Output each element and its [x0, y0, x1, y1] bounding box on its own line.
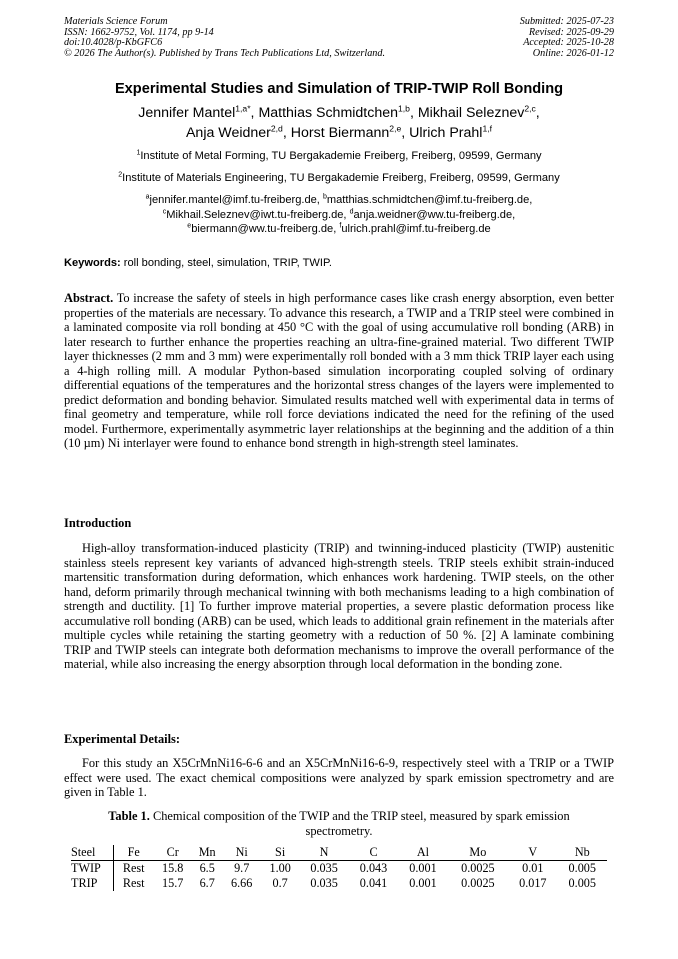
- column-header: Mn: [192, 845, 223, 861]
- email-entry[interactable]: [187, 222, 342, 236]
- table-cell: 0.0025: [461, 861, 495, 875]
- table-cell: TWIP: [71, 861, 114, 877]
- author-sup: 2,e: [389, 123, 402, 134]
- table-cell: 0.017: [519, 876, 547, 890]
- abstract: [64, 291, 614, 451]
- journal-name: Materials Science Forum: [64, 16, 168, 27]
- table-cell: 15.8: [162, 861, 184, 875]
- column-header: V: [508, 845, 557, 861]
- author-separator: ,: [409, 105, 418, 121]
- author: [291, 125, 409, 141]
- email-text: matthias.schmidtchen@imf.tu-freiberg.de,: [326, 194, 533, 206]
- table-cell: 0.7: [272, 876, 288, 890]
- author-sup: 1,f: [482, 123, 493, 134]
- issn-line: ISSN: 1662-9752, Vol. 1174, pp 9-14: [64, 26, 214, 38]
- email-entry[interactable]: [350, 209, 516, 221]
- author-name: Horst Biermann: [290, 125, 390, 141]
- composition-table: [71, 845, 607, 891]
- table-cell: TRIP: [71, 876, 114, 891]
- author-name: Ulrich Prahl: [409, 125, 483, 141]
- keywords: [64, 257, 614, 269]
- table-row: [71, 876, 607, 891]
- author: [409, 125, 492, 141]
- email-sup: d: [349, 207, 354, 215]
- author: [138, 105, 258, 121]
- email-text: jennifer.mantel@imf.tu-freiberg.de,: [149, 194, 323, 206]
- author-name: Mikhail Seleznev: [417, 105, 525, 121]
- table-cell: 0.043: [359, 861, 388, 875]
- paper-title: Experimental Studies and Simulation of TRIP-TWIP Roll Bonding: [114, 81, 564, 97]
- column-header: Mo: [448, 845, 508, 861]
- table-caption-text: Chemical composition of the TWIP and the TRIP steel, measured by spark emission spectrometry.: [149, 809, 570, 838]
- column-header: Nb: [558, 845, 607, 861]
- email-sup: c: [162, 207, 167, 215]
- table-cell: 15.7: [162, 876, 184, 890]
- author-sup: 1,b: [398, 103, 410, 114]
- publication-dates: [520, 17, 614, 59]
- table-caption: [74, 809, 604, 838]
- author-sup: 2,d: [270, 123, 283, 134]
- keywords-text: roll bonding, steel, simulation, TRIP, TWIP.: [120, 257, 333, 269]
- affiliation-sup: 1: [136, 149, 141, 157]
- author-name: Matthias Schmidtchen: [258, 105, 399, 121]
- email-text: anja.weidner@ww.tu-freiberg.de,: [353, 208, 516, 221]
- affiliation-text: Institute of Metal Forming, TU Bergakademie Freiberg, Freiberg, 09599, Germany: [140, 150, 542, 162]
- author-separator: ,: [282, 125, 291, 141]
- author-sup: 2,c: [524, 103, 536, 114]
- column-header: C: [349, 845, 398, 861]
- email-sup: a: [145, 193, 150, 201]
- abstract-text: To increase the safety of steels in high performance cases like crash energy absorption, even better properties of the materials are necessary. To advance this research, a TWIP and a TRIP steel were combined in a laminated composite via roll bonding at 450 °C with the goal of using accumulative roll bonding (ARB) in later research to further enhance the properties reaching an ultra-fine-grained material. Two different TWIP layer thicknesses (2 mm and 3 mm) were experimentally roll bonded with a 3 mm thick TRIP layer each using a 4-high rolling mill. A modular Python-based simulation incorporating coupled solving of ordinary differential equations of the temperatures and the horizontal stress changes of the layers were implemented to predict deformation and bonding behavior. Simulated results matched well with experimental data in terms of final geometry and temperature, while roll force deviations indicated the need for the refining of the used model. Furthermore, experimentally asymmetric layer relationships at the beginning and the addition of a thin (10 µm) Ni interlayer were found to enhance bond strength in high-strength steel laminates.: [64, 291, 614, 451]
- affiliation-sup: 2: [118, 171, 123, 179]
- experimental-paragraph: For this study an X5CrMnNi16-6-6 and an X5CrMnNi16-6-9, respectively steel with a TRIP or a TWIP effect were used. The exact chemical compositions were analyzed by spark emission spectrometry and are given in Table 1.: [64, 756, 614, 800]
- affiliation-2: [0, 172, 678, 184]
- submitted-date: Submitted: 2025-07-23: [519, 16, 614, 27]
- table-cell: 0.0025: [461, 876, 495, 890]
- column-header: Si: [261, 845, 299, 861]
- column-header: Al: [398, 845, 447, 861]
- author-name: Jennifer Mantel: [138, 105, 236, 121]
- author-name: Anja Weidner: [185, 125, 271, 141]
- table-cell: Rest: [122, 876, 145, 890]
- author: [186, 125, 291, 141]
- author-list: [60, 103, 618, 143]
- email-entry[interactable]: [146, 194, 323, 206]
- table-cell: 0.001: [409, 876, 437, 890]
- online-date: Online: 2026-01-12: [532, 47, 614, 59]
- email-text: ulrich.prahl@imf.tu-freiberg.de: [341, 223, 491, 236]
- email-list: [0, 193, 678, 237]
- table-cell: 0.035: [310, 876, 338, 890]
- email-sup: f: [339, 222, 342, 230]
- column-header: Cr: [153, 845, 191, 861]
- column-header: Fe: [114, 845, 154, 861]
- table-cell: 6.7: [199, 876, 215, 890]
- table-cell: 1.00: [269, 861, 291, 875]
- table-cell: 0.001: [409, 861, 437, 875]
- author-separator: ,: [535, 105, 540, 121]
- table-cell: 9.7: [234, 861, 250, 875]
- column-header: Steel: [71, 845, 114, 861]
- table-cell: 0.01: [522, 861, 544, 875]
- table-header-row: [71, 845, 607, 861]
- experimental-heading: Experimental Details:: [64, 732, 180, 746]
- table-cell: 6.66: [231, 876, 253, 890]
- email-text: Mikhail.Seleznev@iwt.tu-freiberg.de,: [166, 208, 350, 221]
- abstract-label: Abstract.: [64, 291, 114, 305]
- email-entry[interactable]: [323, 194, 532, 206]
- author: [258, 105, 417, 121]
- table-cell: Rest: [122, 861, 145, 875]
- author: [418, 105, 540, 121]
- copyright-line: © 2026 The Author(s). Published by Trans Tech Publications Ltd, Switzerland.: [64, 47, 386, 59]
- table-cell: 0.005: [568, 861, 596, 875]
- journal-info: [64, 17, 385, 59]
- author-separator: ,: [401, 125, 410, 141]
- doi-line: doi:10.4028/p-KbGFC6: [64, 37, 163, 49]
- table-row: [71, 861, 607, 877]
- email-sup: b: [322, 193, 327, 201]
- introduction-heading: Introduction: [64, 516, 132, 530]
- table-cell: 6.5: [199, 861, 215, 875]
- author-sup: 1,a*: [235, 103, 251, 114]
- table-cell: 0.035: [310, 861, 338, 875]
- table-cell: 0.041: [359, 876, 388, 890]
- column-header: N: [299, 845, 348, 861]
- keywords-label: Keywords:: [64, 257, 121, 269]
- column-header: Ni: [222, 845, 260, 861]
- table-cell: 0.005: [568, 876, 596, 890]
- author-separator: ,: [250, 105, 259, 121]
- table-caption-label: Table 1.: [108, 809, 150, 823]
- email-entry[interactable]: [163, 209, 350, 221]
- email-text: biermann@ww.tu-freiberg.de,: [191, 223, 340, 236]
- email-sup: e: [187, 222, 192, 230]
- email-entry[interactable]: [339, 223, 490, 235]
- accepted-date: Accepted: 2025-10-28: [523, 37, 614, 49]
- affiliation-1: [0, 150, 678, 162]
- affiliation-text: Institute of Materials Engineering, TU Bergakademie Freiberg, Freiberg, 09599, Germany: [122, 172, 560, 184]
- introduction-paragraph: High-alloy transformation-induced plasticity (TRIP) and twinning-induced plasticity (TWIP) austenitic stainless steels represent key variants of advanced high-strength steels. TRIP steels exhibit strain-induced martensitic transformation during deformation, which enhances work hardening. TWIP steels, on the other hand, deform primarily through mechanical twinning with both mechanisms leading to a high combination of strength and ductility. [1] To further improve material properties, a severe plastic deformation process like accumulative roll bonding (ARB) can be used, which leads to additional grain refinement in the materials after multiple cycles while retaining the starting geometry with a reduction of 50 %. [2] A laminate combining TRIP and TWIP steels can integrate both deformation mechanisms to improve the overall performance of the material, while also increasing the energy absorption through local deformation in the bonding zone.: [64, 541, 614, 672]
- revised-date: Revised: 2025-09-29: [528, 26, 614, 38]
